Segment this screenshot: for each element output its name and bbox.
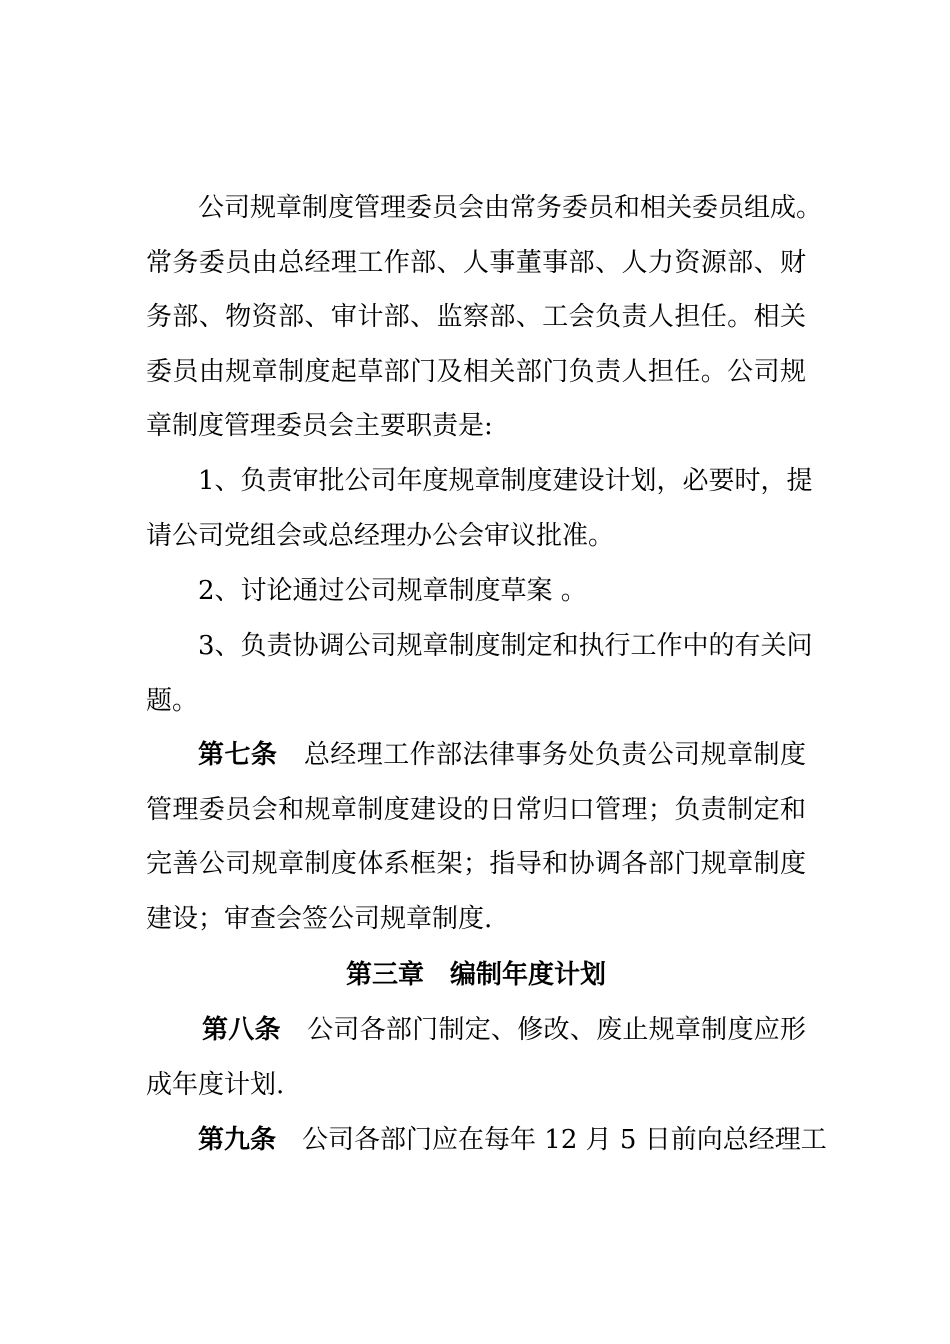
article-9-line-1 [198, 1120, 827, 1160]
para-committee-line-2: 常务委员由总经理工作部、人事董事部、人力资源部、财 [146, 248, 806, 278]
article-8-line-1 [202, 1010, 806, 1050]
item-3-line-2: 题。 [146, 686, 199, 716]
item-2-line-1: 2、讨论通过公司规章制度草案 。 [198, 576, 587, 606]
article-7-line-3: 完善公司规章制度体系框架；指导和协调各部门规章制度 [146, 849, 806, 879]
article-7-line-1 [198, 735, 806, 775]
article-7-label: 第七条 [198, 740, 278, 770]
item-1-line-1: 1、负责审批公司年度规章制度建设计划，必要时，提 [198, 466, 813, 496]
para-committee-line-5: 章制度管理委员会主要职责是: [146, 411, 493, 441]
para-committee-line-3: 务部、物资部、审计部、监察部、工会负责人担任。相关 [146, 302, 806, 332]
article-8-line-2: 成年度计划. [146, 1070, 285, 1100]
para-committee-line-1: 公司规章制度管理委员会由常务委员和相关委员组成。 [198, 193, 823, 223]
item-1-line-2: 请公司党组会或总经理办公会审议批准。 [146, 521, 615, 551]
para-committee-line-4: 委员由规章制度起草部门及相关部门负责人担任。公司规 [146, 357, 806, 387]
article-9-label: 第九条 [198, 1125, 277, 1155]
article-7-text: 总经理工作部法律事务处负责公司规章制度 [303, 740, 806, 770]
article-8-text: 公司各部门制定、修改、废止规章制度应形 [306, 1015, 806, 1045]
chapter-3-title: 第三章 编制年度计划 [345, 960, 606, 990]
item-3-line-1: 3、负责协调公司规章制度制定和执行工作中的有关问 [198, 631, 813, 661]
article-9-text: 公司各部门应在每年 12 月 5 日前向总经理工 [302, 1125, 827, 1155]
article-7-line-4: 建设；审查会签公司规章制度. [146, 904, 493, 934]
article-8-label: 第八条 [202, 1015, 281, 1045]
article-7-line-2: 管理委员会和规章制度建设的日常归口管理；负责制定和 [146, 795, 806, 825]
